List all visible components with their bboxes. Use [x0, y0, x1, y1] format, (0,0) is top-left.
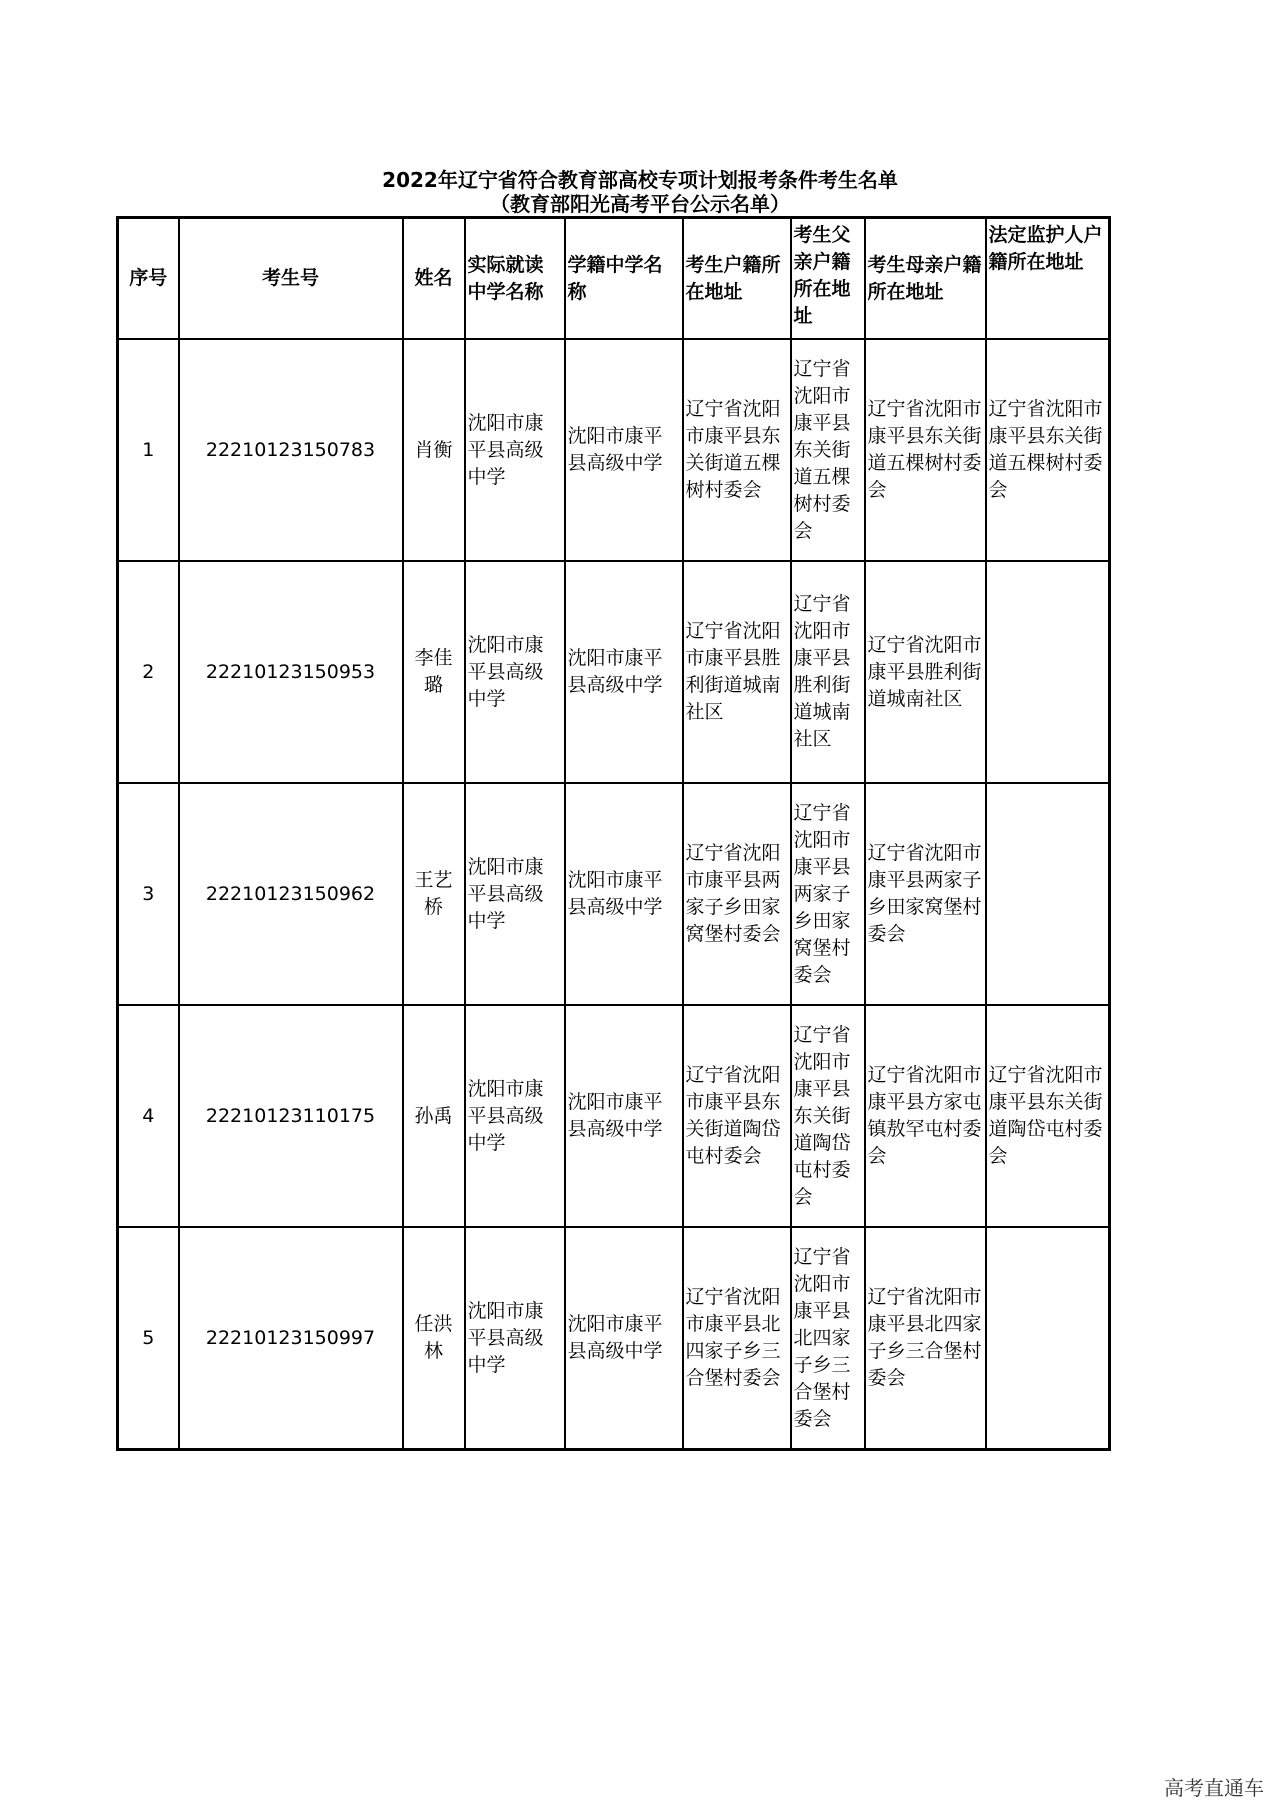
header-mother-address: 考生母亲户籍所在地址 [865, 218, 986, 340]
cell-registered-school: 沈阳市康平县高级中学 [565, 1227, 683, 1450]
header-exam-id: 考生号 [179, 218, 403, 340]
cell-registered-school: 沈阳市康平县高级中学 [565, 1005, 683, 1227]
cell-student-address: 辽宁省沈阳市康平县东关街道五棵树村委会 [683, 339, 791, 561]
cell-exam-id: 22210123110175 [179, 1005, 403, 1227]
cell-exam-id: 22210123150783 [179, 339, 403, 561]
cell-name: 王艺桥 [403, 783, 465, 1005]
table-row [118, 339, 1110, 561]
cell-name: 李佳璐 [403, 561, 465, 783]
cell-mother-address: 辽宁省沈阳市康平县东关街道五棵树村委会 [865, 339, 986, 561]
cell-registered-school: 沈阳市康平县高级中学 [565, 561, 683, 783]
cell-father-address: 辽宁省沈阳市康平县北四家子乡三合堡村委会 [791, 1227, 865, 1450]
cell-name: 孙禹 [403, 1005, 465, 1227]
cell-mother-address: 辽宁省沈阳市康平县北四家子乡三合堡村委会 [865, 1227, 986, 1450]
cell-father-address: 辽宁省沈阳市康平县东关街道五棵树村委会 [791, 339, 865, 561]
cell-guardian-address: 辽宁省沈阳市康平县东关街道五棵树村委会 [986, 339, 1110, 561]
table-header-row [118, 218, 1110, 340]
header-guardian-address: 法定监护人户籍所在地址 [986, 218, 1110, 340]
cell-student-address: 辽宁省沈阳市康平县两家子乡田家窝堡村委会 [683, 783, 791, 1005]
cell-mother-address: 辽宁省沈阳市康平县方家屯镇敖罕屯村委会 [865, 1005, 986, 1227]
cell-actual-school: 沈阳市康平县高级中学 [465, 561, 565, 783]
header-no: 序号 [118, 218, 179, 340]
cell-student-address: 辽宁省沈阳市康平县胜利街道城南社区 [683, 561, 791, 783]
cell-actual-school: 沈阳市康平县高级中学 [465, 783, 565, 1005]
cell-exam-id: 22210123150953 [179, 561, 403, 783]
table-row [118, 783, 1110, 1005]
cell-actual-school: 沈阳市康平县高级中学 [465, 1005, 565, 1227]
cell-no: 3 [118, 783, 179, 1005]
cell-registered-school: 沈阳市康平县高级中学 [565, 783, 683, 1005]
table-row [118, 1005, 1110, 1227]
header-name: 姓名 [403, 218, 465, 340]
cell-guardian-address [986, 783, 1110, 1005]
document-subtitle: （教育部阳光高考平台公示名单） [490, 192, 790, 216]
cell-father-address: 辽宁省沈阳市康平县东关街道陶岱屯村委会 [791, 1005, 865, 1227]
candidate-table [116, 216, 1111, 1451]
cell-no: 4 [118, 1005, 179, 1227]
watermark-text: 高考直通车 [1164, 1776, 1264, 1800]
cell-exam-id: 22210123150997 [179, 1227, 403, 1450]
cell-student-address: 辽宁省沈阳市康平县北四家子乡三合堡村委会 [683, 1227, 791, 1450]
header-registered-school: 学籍中学名称 [565, 218, 683, 340]
document-title: 2022年辽宁省符合教育部高校专项计划报考条件考生名单 [382, 168, 898, 192]
header-student-address: 考生户籍所在地址 [683, 218, 791, 340]
cell-guardian-address [986, 1227, 1110, 1450]
cell-name: 任洪林 [403, 1227, 465, 1450]
cell-guardian-address [986, 561, 1110, 783]
header-father-address: 考生父亲户籍所在地址 [791, 218, 865, 340]
cell-student-address: 辽宁省沈阳市康平县东关街道陶岱屯村委会 [683, 1005, 791, 1227]
cell-mother-address: 辽宁省沈阳市康平县胜利街道城南社区 [865, 561, 986, 783]
header-actual-school: 实际就读中学名称 [465, 218, 565, 340]
table-row [118, 561, 1110, 783]
cell-no: 5 [118, 1227, 179, 1450]
cell-guardian-address: 辽宁省沈阳市康平县东关街道陶岱屯村委会 [986, 1005, 1110, 1227]
table-row [118, 1227, 1110, 1450]
cell-father-address: 辽宁省沈阳市康平县胜利街道城南社区 [791, 561, 865, 783]
cell-registered-school: 沈阳市康平县高级中学 [565, 339, 683, 561]
cell-name: 肖衡 [403, 339, 465, 561]
cell-mother-address: 辽宁省沈阳市康平县两家子乡田家窝堡村委会 [865, 783, 986, 1005]
cell-father-address: 辽宁省沈阳市康平县两家子乡田家窝堡村委会 [791, 783, 865, 1005]
cell-exam-id: 22210123150962 [179, 783, 403, 1005]
cell-actual-school: 沈阳市康平县高级中学 [465, 1227, 565, 1450]
cell-actual-school: 沈阳市康平县高级中学 [465, 339, 565, 561]
cell-no: 2 [118, 561, 179, 783]
cell-no: 1 [118, 339, 179, 561]
